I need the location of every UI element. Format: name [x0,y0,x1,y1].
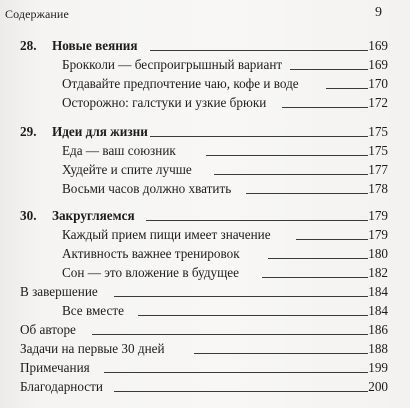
toc-page: 172 [368,95,388,110]
toc-page: 184 [368,303,388,318]
leader-line [246,193,368,194]
toc-section-tasks[interactable] [0,339,410,359]
toc-page: 200 [368,379,388,394]
toc-page: 179 [368,208,388,223]
toc-entry[interactable] [0,141,410,161]
leader-line [262,277,368,278]
leader-line [104,372,368,373]
toc-page: 178 [368,181,388,196]
leader-line [290,69,368,70]
toc-title: Отдавайте предпочтение чаю, кофе и воде [62,76,299,91]
toc-page: 186 [368,322,388,337]
chapter-number: 29. [20,124,37,139]
toc-page: 175 [368,124,388,139]
toc-chapter-28[interactable] [0,36,410,56]
toc-title: Сон — это вложение в будущее [62,265,239,280]
toc-section-conclusion[interactable] [0,282,410,302]
leader-line [150,50,368,51]
leader-line [114,296,368,297]
running-header: Содержание [5,7,69,21]
toc-entry[interactable] [0,179,410,199]
toc-title: Благодарности [20,379,103,394]
leader-line [214,174,368,175]
leader-line [296,239,368,240]
toc-title: Еда — ваш союзник [62,143,176,158]
toc-page: 170 [368,76,388,91]
toc-chapter-30[interactable] [0,206,410,226]
toc-section-acknowledgements[interactable] [0,377,410,397]
toc-section-notes[interactable] [0,358,410,378]
leader-line [268,258,368,259]
leader-line [146,220,368,221]
toc-entry[interactable] [0,74,410,94]
toc-page: 179 [368,227,388,242]
page-number: 9 [375,5,382,20]
toc-entry[interactable] [0,244,410,264]
leader-line [326,88,368,89]
toc-page: 199 [368,360,388,375]
toc-title: Восьми часов должно хватить [62,181,232,196]
leader-line [150,136,368,137]
toc-entry[interactable] [0,55,410,75]
leader-line [138,315,368,316]
chapter-number: 28. [20,38,37,53]
toc-entry[interactable] [0,93,410,113]
toc-chapter-29[interactable] [0,122,410,142]
toc-title: Идеи для жизни [52,124,148,139]
toc-page: 188 [368,341,388,356]
toc-title: Осторожно: галстуки и узкие брюки [62,95,267,110]
leader-line [206,155,368,156]
toc-section-about-author[interactable] [0,320,410,340]
leader-line [194,353,368,354]
toc-title: Брокколи — беспроигрышный вариант [62,57,283,72]
toc-title: В завершение [20,284,98,299]
toc-entry[interactable] [0,225,410,245]
toc-page: 169 [368,57,388,72]
chapter-number: 30. [20,208,37,223]
toc-title: Каждый прием пищи имеет значение [62,227,271,242]
leader-line [114,391,368,392]
toc-title: Об авторе [20,322,76,337]
leader-line [92,334,368,335]
toc-page: 177 [368,162,388,177]
leader-line [282,107,368,108]
toc-page: 184 [368,284,388,299]
toc-title: Активность важнее тренировок [62,246,240,261]
toc-title: Задачи на первые 30 дней [20,341,165,356]
toc-page: 182 [368,265,388,280]
toc-title: Примечания [20,360,90,375]
toc-page: 180 [368,246,388,261]
toc-page: 175 [368,143,388,158]
toc-page: 169 [368,38,388,53]
toc-title: Закругляемся [52,208,135,223]
toc-title: Новые веяния [52,38,138,53]
toc-title: Все вместе [62,303,124,318]
toc-entry[interactable] [0,263,410,283]
toc-title: Худейте и спите лучше [62,162,192,177]
toc-entry[interactable] [0,160,410,180]
toc-entry[interactable] [0,301,410,321]
